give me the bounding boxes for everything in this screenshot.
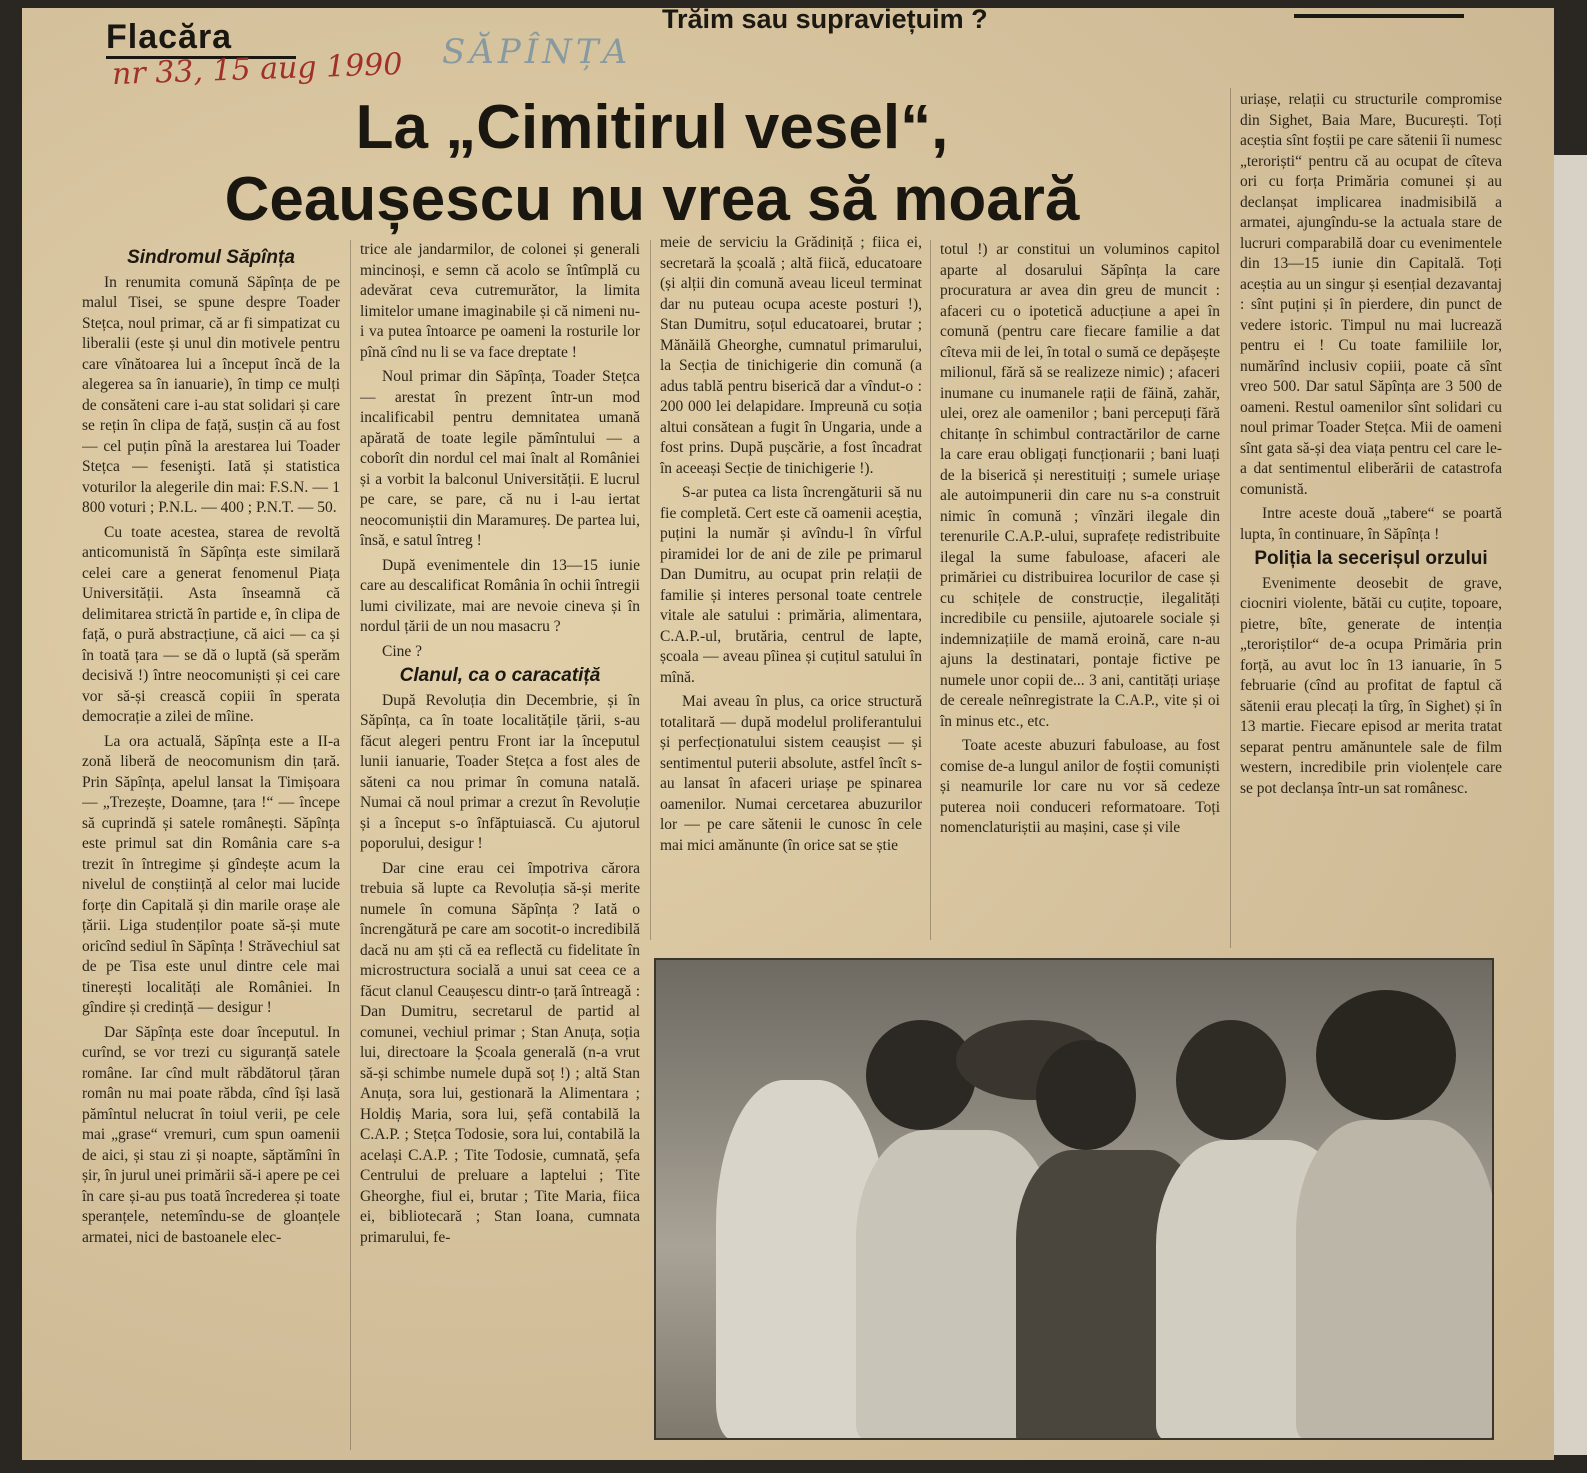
top-right-rule xyxy=(1294,14,1464,28)
column-rule xyxy=(650,240,651,940)
paragraph: meie de serviciu la Grădiniță ; fiica ei, secretară la școală ; altă fiică, educatoare (și alții din comună aveau liceul terminat dar nu puteau ocupa aceste posturi !), Stan Dumitru, soțul educatoarei, brutar ; Mănăilă Gheorghe, cumnatul primarului, la Secția de tinichigerie din comună (a adus tablă pentru biserică dar a vîndut-o : 200 000 lei delapidare. Impreună cu soția altui consătean a fugit în Ungaria, unde a fost prins. După pușcărie, a fost încadrat în aceeași Secție de tinichigerie !). xyxy=(660,234,922,477)
paragraph: In renumita comună Săpînța de pe malul Tisei, se spune despre Toader Stețca, noul primar, că ar fi simpatizat cu liberalii (este și unul din motivele pentru care vînătoarea lui a început încă de la alegerea sa în ianuarie), în timp ce mulți de consăteni care i-au stat solidari și care se rețin în clipa de față, susțin că au fost — cel puțin pînă la arestarea lui Toader Stețca — fesenişti. Iată și statistica voturilor la alegerile din mai: F.S.N. — 1 800 voturi ; P.N.L. — 400 ; P.N.T. — 50. xyxy=(82,273,340,516)
masthead-logo: Flacăra xyxy=(106,18,296,59)
stamp-mark: SĂPÎNȚA xyxy=(442,32,632,72)
subhead-clanul: Clanul, ca o caracatiță xyxy=(399,665,601,686)
paragraph: Cine ? xyxy=(382,642,423,660)
column-rule xyxy=(1230,88,1231,948)
paragraph: După evenimentele din 13—15 iunie care au descalificat România în ochii întregii lumi civilizate, mai are nevoie cineva și în nordul țării de un nou masacru ? xyxy=(360,556,640,635)
paragraph: Dar Săpînța este doar începutul. In curînd, se vor trezi cu siguranță satele române. Iar cînd mult răbdătorul țăran român nu mai poate răbda, cînd își lasă pămîntul nelucrat în toiul verii, pe cele mai „grase“ vremuri, cum spun oamenii de aici, și stau zi și noapte, săptămîni în șir, în jurul unei primării să-i apere pe cei în care și-au pus toată încrederea și toate speranțele, netemîndu-se de gloanțele armatei, nici de bastoanele elec- xyxy=(82,1023,340,1246)
paragraph: Dar cine erau cei împotriva cărora trebuia să lupte ca Revoluția să-și merite numele în comuna Săpînța ? Iată o încrengătură pe care am socotit-o incredibilă dacă nu am ști că ea reflectă cu fidelitate în microstructura socială a unui sat ceea ce a făcut clanul Ceaușescu dintr-o țară întreagă : Dan Dumitru, secretarul de partid al comunei, vechiul primar ; Stan Anuța, soția lui, directoare la Școala generală (n-a vrut să-și schimbe numele după soț !) ; altă Stan Anuța, sora lui, gestionară la Alimentara ; Holdiș Maria, sora lui, șefă contabilă la C.A.P. ; Stețca Todosie, sora lui, contabilă la același C.A.P. ; Tite Todosie, cumnată, șefa Centrului de preluare a laptelui ; Tite Gheorghe, fiul ei, brutar ; Tite Maria, fiica ei, bibliotecară ; Stan Ioana, cumnata primarului, fe- xyxy=(360,859,640,1246)
headline xyxy=(142,92,1162,236)
paragraph: Intre aceste două „tabere“ se poartă lupta, în continuare, în Săpînța ! xyxy=(1240,505,1502,543)
headline-line-1: La „Cimitirul vesel“, xyxy=(355,93,949,162)
column-rule xyxy=(350,240,351,1450)
article-column-2 xyxy=(360,240,640,1450)
paragraph: totul !) ar constitui un voluminos capitol aparte al dosarului Săpînța la care procuratura ar avea din greu de muncit : afaceri cu o ipotetică aducțiune a apei în comună (pentru care fiecare familie a dat cîteva mii de lei, în total o sumă ce depășește milionul, fără să se realizeze nimic) ; afaceri inumane cu inumanele rații de făină, zahăr, ulei, orez ale oamenilor ; bani percepuți fără chitanțe în schimbul contractărilor de carne la care erau obligați funcționarii ; bani luați de la biserică și nerestituiți ; sumele uriașe ale autoimpunerii din care nu s-a construit nimic în comună ; vînzări ilegale din terenurile C.A.P.-ului, suprafețe redistribuite ilegal la sume fabuloase, afaceri ale primăriei cu distribuirea locurilor de case și cu schițele de construcție, ilegalități incredibile cu pensiile, ajutoarele sociale și indemnizațiile de mamă eroină, care n-au ajuns la destinatari, pontaje fictive pe numele unor copii de... 3 ani, cantități uriașe de cereale neînregistrate la C.A.P., vite și oi în minus etc., etc. xyxy=(940,241,1220,730)
subhead-politia: Poliția la secerișul orzului xyxy=(1254,548,1488,569)
article-column-1 xyxy=(82,248,340,1448)
column-rule xyxy=(930,240,931,940)
article-column-4 xyxy=(940,240,1220,945)
top-caption: Trăim sau supraviețuim ? xyxy=(662,8,988,34)
newspaper-clipping xyxy=(22,8,1554,1460)
paragraph: Cu toate acestea, starea de revoltă anticomunistă în Săpînța este similară celei care a generat fenomenul Piața Universității. Asta înseamnă că delimitarea strictă în partide e, în clipa de față, o pură abstracțiune, că aici — ca și în toată țara — se dă o luptă (să sperăm decisivă !) între neocomuniști și cei care vor să-și crească copiii în sperata democrație a zilei de mîine. xyxy=(82,523,340,725)
paragraph: După Revoluția din Decembrie, și în Săpînța, ca în toate localitățile țării, s-au făcut alegeri pentru Front iar la începutul lunii ianuarie, Toader Stețca a fost ales de săteni ca nou primar în comuna natală. Numai că noul primar a crezut în Revoluție și a început s-o înfăptuiască. Cu ajutorul poporului, desigur ! xyxy=(360,691,640,852)
photo-figure xyxy=(1296,1120,1494,1440)
paragraph: Toate aceste abuzuri fabuloase, au fost comise de-a lungul anilor de foștii comuniști și neamurile lor care nu vor să cedeze puterea noii conduceri reformatoare. Toți nomenclaturiștii au mașini, case și vile xyxy=(940,737,1220,836)
photo-figure xyxy=(866,1020,976,1130)
paragraph: Evenimente deosebit de grave, ciocniri violente, bătăi cu cuțite, topoare, pietre, bîte, generate de intenția „teroriștilor“ de-a ocupa Primăria prin forță, au avut loc în 13 ianuarie, în 5 februarie (cînd au profitat de faptul că sătenii erau plecați la tîrg, în Sighet) și în 13 martie. Fiecare episod ar merita tratat separat pentru amănuntele sale de film western, incredibile prin violențele care se pot declanșa într-un sat românesc. xyxy=(1240,574,1502,797)
handwritten-note: nr 33, 15 aug 1990 xyxy=(111,46,403,93)
headline-line-2: Ceaușescu nu vrea să moară xyxy=(224,165,1080,234)
photo-figure xyxy=(1036,1040,1136,1150)
photo-figure xyxy=(1316,990,1456,1120)
paragraph: Noul primar din Săpînța, Toader Stețca — arestat în prezent într-un mod incalificabil pentru demnitatea umană apărată de toate legile pămîntului — a coborît din nordul cel mai înalt al României și a vorbit la balconul Universității. E lucrul pe care, se pare, că nu i l-au iertat neocomuniștii din Maramureș. De partea lui, însă, e satul întreg ! xyxy=(360,368,640,549)
paragraph: uriașe, relații cu structurile compromise din Sighet, Baia Mare, București. Toți aceștia sînt foștii pe care sătenii îi numesc „teroriști“ pentru că au ocupat de cîteva ori cu forța Primăria comunei și au declanșat implicarea inadmisibilă a armatei, ajungîndu-se la actuala stare de lucruri comparabilă doar cu evenimentele din 13—15 iunie din Capitală. Toți aceștia au un singur și esențial dezavantaj : sînt puțini și în pierdere, din punct de vedere istoric. Timpul nu mai lucrează pentru ei ! Cu toate familiile lor, numărînd inclusiv copiii, poate că sînt vreo 500. Dar satul Săpînța are 3 500 de oameni. Restul oamenilor sînt solidari cu noul primar Toader Stețca. Mii de oameni sînt gata să-și dea viața pentru cel care le-a dat sentimentul eliberării de catastrofa comunistă. xyxy=(1240,91,1502,498)
paragraph: La ora actuală, Săpînța este a II-a zonă liberă de neocomunism din țară. Prin Săpînța, apelul lansat la Timișoara — „Trezește, Doamne, țara !“ — începe să cuprindă și satele românești. Săpînța este primul sat din România care s-a trezit în întregime și gîndește acum la nivelul de conștiință al celor mai lucide forțe din Capitală și din marile orașe ale țării. Liga studenților poate să-și mute oricînd sediul în Săpînța ! Străvechiul sat de pe Tisa este unul dintre cele mai tinerești localități ale României. In gîndire și credință — desigur ! xyxy=(82,732,340,1016)
article-column-5 xyxy=(1240,90,1502,950)
news-photograph xyxy=(654,958,1494,1440)
paragraph: trice ale jandarmilor, de colonei și generali mincinoși, e semn că acolo se întîmplă cu adevărat ceva cutremurător, la limita limitelor umane imaginabile și că nimeni nu-i va putea întoarce pe oameni la rosturile lor pînă cînd nu li se va face dreptate ! xyxy=(360,241,640,361)
article-column-3 xyxy=(660,233,922,943)
paragraph: Mai aveau în plus, ca orice structură totalitară — după modelul proliferantului și perfecționatului sistem ceaușist — și sentimentul puterii absolute, astfel încît s-au lansat în afaceri uriașe pe spinarea oamenilor. Numai cercetarea abuzurilor lor — pe care sătenii le cunosc în cele mai mici amănunte (în orice sat se știe xyxy=(660,693,922,854)
paragraph: S-ar putea ca lista încrengăturii să nu fie completă. Cert este că oamenii aceștia, puțini la număr și avîndu-l în vîrful piramidei lor de ani de zile pe primarul Dan Dumitru, au ocupat prin relații de familie și interes personal toate centrele vitale ale satului : primăria, alimentara, C.A.P.-ul, brutăria, centrul de lapte, școala — aveau pîinea și cuțitul satului în mînă. xyxy=(660,484,922,686)
subhead-sindromul: Sindromul Săpînța xyxy=(127,248,295,268)
photo-figure xyxy=(1176,1020,1286,1140)
